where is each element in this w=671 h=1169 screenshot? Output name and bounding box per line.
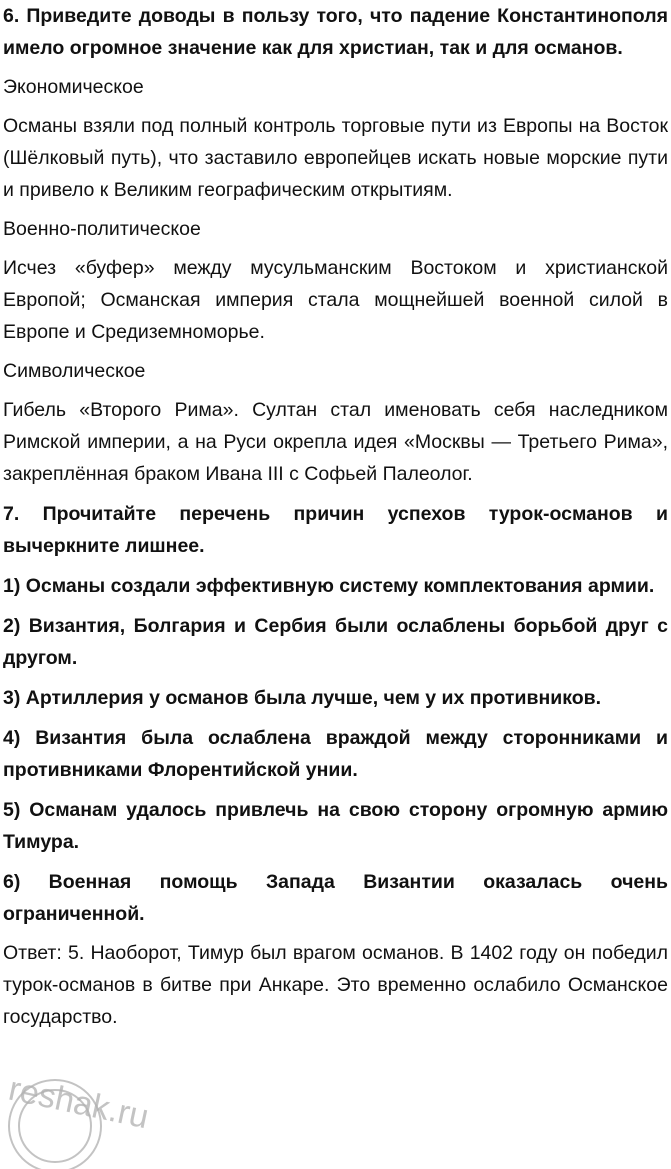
list-item-6: 6) Военная помощь Запада Византии оказалась очень ограниченной. (3, 871, 668, 925)
question-6-title: 6. Приведите доводы в пользу того, что падение Константинополя имело огромное значение как для христиан, так и для османов. (3, 5, 668, 59)
list-item-4: 4) Византия была ослаблена враждой между сторонниками и противниками Флорентийской унии. (3, 727, 668, 781)
list-item-1: 1) Османы создали эффективную систему комплектования армии. (3, 575, 655, 597)
section-text-economic: Османы взяли под полный контроль торговые пути из Европы на Восток (Шёлковый путь), что заставило европейцев искать новые морские пути и привело к Великим географическим открытиям. (3, 115, 668, 201)
watermark-text: reshak.ru (5, 1069, 152, 1137)
section-heading-military: Военно-политическое (3, 218, 201, 240)
list-item-2: 2) Византия, Болгария и Сербия были ослаблены борьбой друг с другом. (3, 615, 668, 669)
answer-text: Ответ: 5. Наоборот, Тимур был врагом османов. В 1402 году он победил турок-османов в битве при Анкаре. Это временно ослабило Османское государство. (3, 942, 668, 1028)
section-heading-symbolic: Символическое (3, 360, 146, 382)
question-7-title: 7. Прочитайте перечень причин успехов турок-османов и вычеркните лишнее. (3, 503, 668, 557)
section-heading-economic: Экономическое (3, 76, 144, 98)
list-item-3: 3) Артиллерия у османов была лучше, чем у их противников. (3, 687, 602, 709)
list-item-5: 5) Османам удалось привлечь на свою сторону огромную армию Тимура. (3, 799, 668, 853)
section-text-military: Исчез «буфер» между мусульманским Востоком и христианской Европой; Османская империя стала мощнейшей военной силой в Европе и Средиземноморье. (3, 257, 668, 343)
section-text-symbolic: Гибель «Второго Рима». Султан стал именовать себя наследником Римской империи, а на Руси окрепла идея «Москвы — Третьего Рима», закреплённая браком Ивана III с Софьей Палеолог. (3, 399, 668, 485)
